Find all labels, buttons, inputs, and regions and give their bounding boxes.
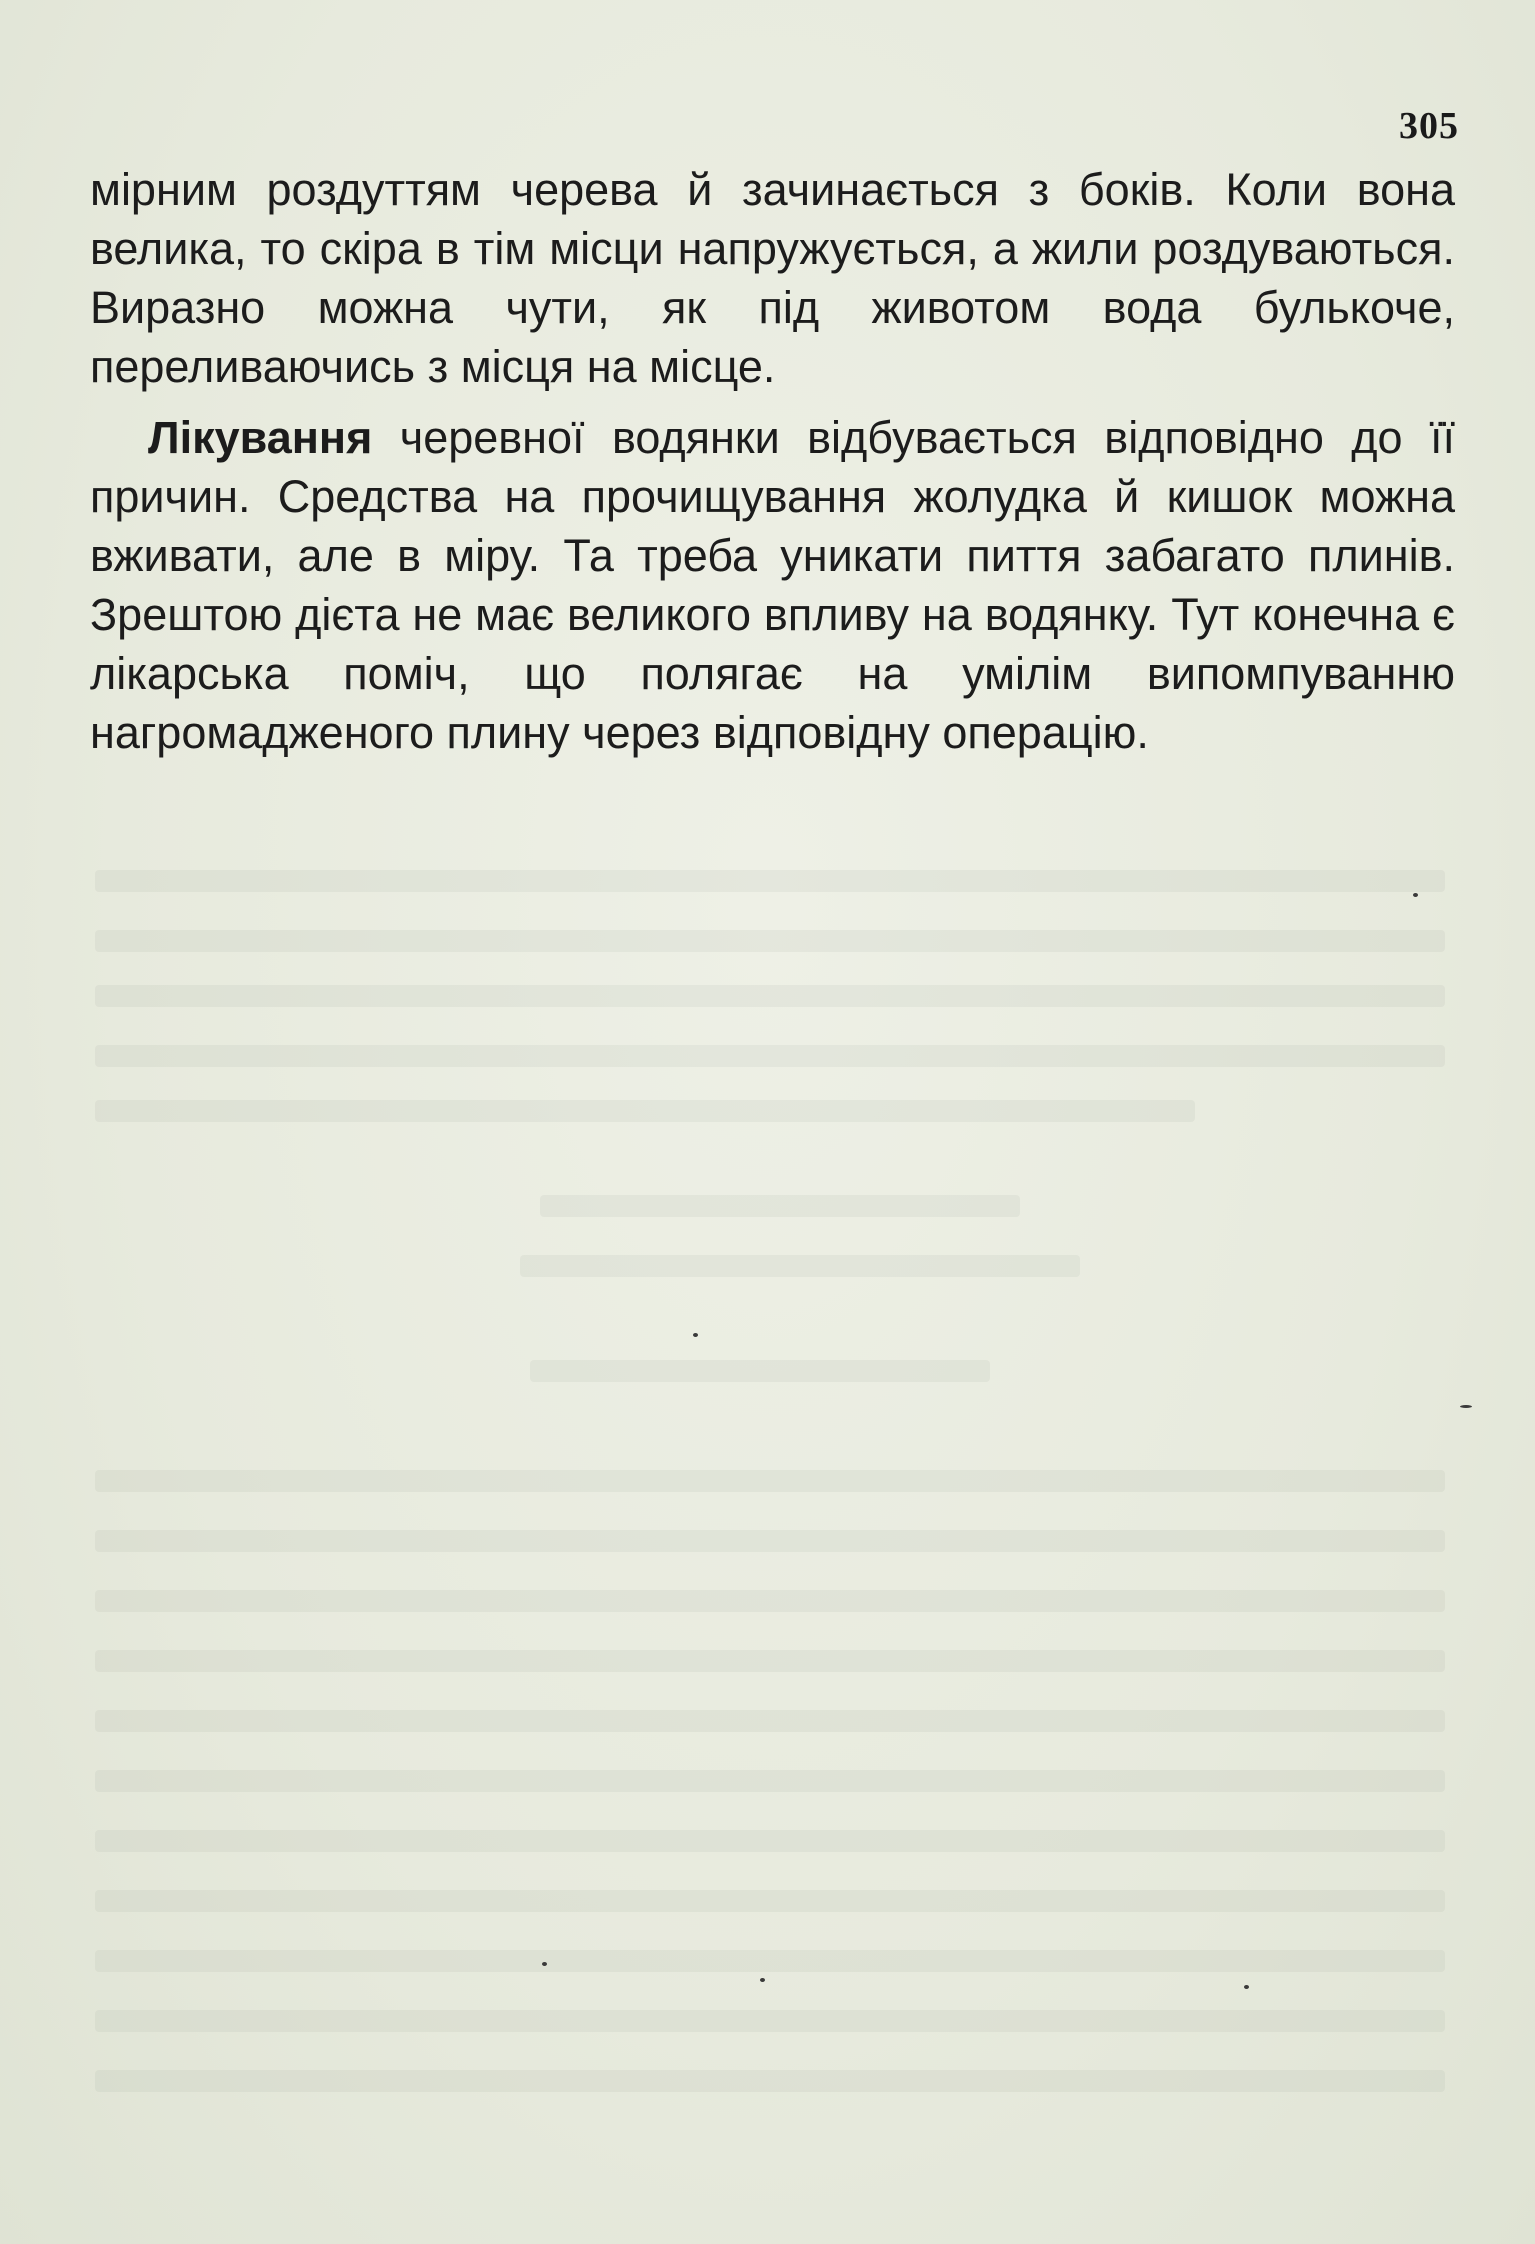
- show-through-line: [95, 1530, 1445, 1552]
- paragraph-2: [90, 408, 1455, 762]
- show-through-line: [95, 1590, 1445, 1612]
- show-through-line: [520, 1255, 1080, 1277]
- show-through-line: [95, 930, 1445, 952]
- paragraph-1-text: мірним роздуттям черева й зачинається з боків. Коли вона велика, то скіра в тім місци напружується, а жили роздуваються. Виразно можна чути, як під животом вода булькоче, переливаючись з місця на місце.: [90, 164, 1455, 392]
- show-through-line: [95, 1830, 1445, 1852]
- print-speck: [760, 1978, 765, 1982]
- print-speck: [693, 1333, 698, 1337]
- show-through-line: [95, 1100, 1195, 1122]
- show-through-line: [95, 2010, 1445, 2032]
- show-through-line: [95, 1770, 1445, 1792]
- show-through-line: [95, 1950, 1445, 1972]
- show-through-line: [95, 1470, 1445, 1492]
- print-speck: [542, 1962, 547, 1966]
- show-through-line: [95, 1650, 1445, 1672]
- print-speck: [1244, 1985, 1249, 1989]
- show-through-line: [540, 1195, 1020, 1217]
- show-through-line: [95, 1045, 1445, 1067]
- show-through-line: [95, 870, 1445, 892]
- show-through-line: [95, 985, 1445, 1007]
- page-number: 305: [1399, 105, 1459, 147]
- show-through-line: [95, 1710, 1445, 1732]
- show-through-line: [530, 1360, 990, 1382]
- show-through-line: [95, 1890, 1445, 1912]
- print-speck: [1413, 893, 1418, 897]
- paragraph-2-text: черевної водянки відбувається відповідно до її причин. Средства на прочищування жолудка й кишок можна вживати, але в міру. Та треба уникати пиття забагато плинів. Зрештою дієта не має великого впливу на водянку. Тут конечна є лікарська поміч, що полягає на умілім випомпуванню нагромадженого плину через відповідну операцію.: [90, 412, 1455, 758]
- paragraph-2-lead: Лікування: [148, 412, 373, 463]
- show-through-line: [95, 2070, 1445, 2092]
- print-speck: [1460, 1405, 1472, 1408]
- paragraph-1: [90, 160, 1455, 396]
- body-text: [90, 160, 1455, 762]
